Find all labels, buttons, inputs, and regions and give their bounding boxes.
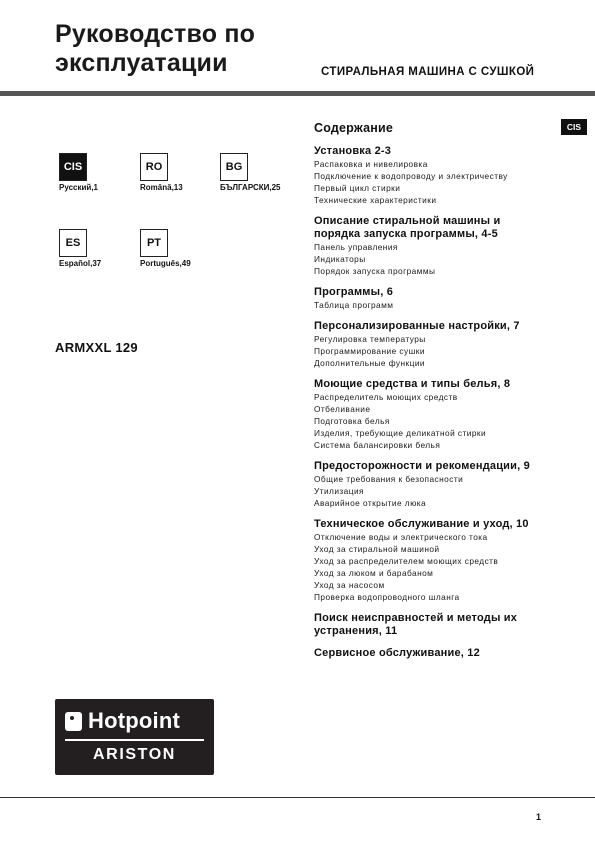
toc-section-title[interactable] (314, 286, 564, 299)
toc-item[interactable]: Утилизация (314, 486, 364, 496)
logo-brand-text: Hotpoint (88, 708, 181, 733)
title-line: эксплуатации (55, 49, 228, 77)
logo-divider (65, 739, 204, 741)
toc-section-title-line: Сервисное обслуживание, 12 (314, 647, 480, 659)
language-cis[interactable] (59, 153, 98, 192)
toc-section (314, 647, 564, 660)
language-code-box: CIS (59, 153, 87, 181)
toc-item[interactable]: Уход за насосом (314, 580, 385, 590)
toc-item[interactable]: Распаковка и нивелировка (314, 159, 428, 169)
toc-section-title[interactable] (314, 518, 564, 531)
toc-section (314, 215, 564, 277)
toc-section-title-line: Предосторожности и рекомендации, 9 (314, 460, 530, 472)
language-caption: Português,49 (140, 259, 191, 268)
footer-divider (0, 797, 595, 798)
toc-section-title[interactable] (314, 612, 564, 638)
toc-section-title[interactable] (314, 320, 564, 333)
toc-section-title[interactable] (314, 145, 564, 158)
toc-section-title-line: порядка запуска программы, 4-5 (314, 228, 498, 240)
toc-section-title-line: Техническое обслуживание и уход, 10 (314, 518, 529, 530)
toc-section-title-line: Установка 2-3 (314, 145, 392, 157)
toc-item[interactable]: Панель управления (314, 242, 398, 252)
toc-item[interactable]: Подключение к водопроводу и электричеству (314, 171, 508, 181)
model-number: ARMXXL 129 (55, 340, 138, 355)
language-code-box: BG (220, 153, 248, 181)
toc-item[interactable]: Аварийное открытие люка (314, 498, 427, 508)
toc-section-title[interactable] (314, 460, 564, 473)
toc-item[interactable]: Технические характеристики (314, 195, 437, 205)
toc-section-title[interactable] (314, 647, 564, 660)
toc-item[interactable]: Изделия, требующие деликатной стирки (314, 428, 487, 438)
language-pt[interactable] (140, 229, 191, 268)
toc-sections (314, 145, 564, 660)
language-caption: Русский,1 (59, 183, 98, 192)
toc-item[interactable]: Программирование сушки (314, 346, 425, 356)
toc-section-title-line: устранения, 11 (314, 625, 398, 637)
toc-item[interactable]: Уход за распределителем моющих средств (314, 556, 499, 566)
toc-item[interactable]: Отбеливание (314, 404, 371, 414)
toc-item[interactable]: Отключение воды и электрического тока (314, 532, 488, 542)
hotpoint-logo-icon (65, 712, 82, 731)
toc-section-title[interactable] (314, 215, 564, 241)
language-caption: Română,13 (140, 183, 183, 192)
language-caption: Español,37 (59, 259, 102, 268)
toc-item[interactable]: Подготовка белья (314, 416, 390, 426)
table-of-contents (314, 121, 564, 669)
toc-heading: Содержание (314, 121, 394, 135)
toc-section (314, 378, 564, 451)
language-code-box: RO (140, 153, 168, 181)
language-bg[interactable] (220, 153, 281, 192)
toc-item[interactable]: Общие требования к безопасности (314, 474, 464, 484)
toc-item[interactable]: Уход за стиральной машиной (314, 544, 440, 554)
toc-item[interactable]: Первый цикл стирки (314, 183, 401, 193)
logo-sub-text: ARISTON (93, 746, 176, 763)
toc-section-title-line: Моющие средства и типы белья, 8 (314, 378, 511, 390)
toc-section (314, 460, 564, 509)
toc-section-title-line: Программы, 6 (314, 286, 394, 298)
product-subtitle: СТИРАЛЬНАЯ МАШИНА С СУШКОЙ (321, 66, 535, 78)
title-line: Руководство по (55, 20, 256, 48)
language-caption: БЪЛГАРСКИ,25 (220, 183, 281, 192)
toc-section (314, 286, 564, 311)
language-tab-cis: CIS (561, 119, 587, 135)
page-title (55, 20, 255, 78)
toc-section (314, 612, 564, 638)
toc-section-title-line: Персонализированные настройки, 7 (314, 320, 520, 332)
toc-item[interactable]: Индикаторы (314, 254, 366, 264)
toc-section-title-line: Описание стиральной машины и (314, 215, 501, 227)
language-es[interactable] (59, 229, 101, 268)
brand-logo (55, 699, 214, 775)
toc-item[interactable]: Проверка водопроводного шланга (314, 592, 460, 602)
toc-item[interactable]: Дополнительные функции (314, 358, 425, 368)
toc-section (314, 145, 564, 206)
toc-item[interactable]: Регулировка температуры (314, 334, 426, 344)
toc-section-title-line: Поиск неисправностей и методы их (314, 612, 518, 624)
header-divider (0, 91, 595, 96)
toc-section (314, 518, 564, 603)
toc-item[interactable]: Таблица программ (314, 300, 394, 310)
language-ro[interactable] (140, 153, 183, 192)
toc-item[interactable]: Порядок запуска программы (314, 266, 436, 276)
language-code-box: ES (59, 229, 87, 257)
toc-section (314, 320, 564, 369)
toc-section-title[interactable] (314, 378, 564, 391)
toc-item[interactable]: Уход за люком и барабаном (314, 568, 434, 578)
toc-item[interactable]: Распределитель моющих средств (314, 392, 458, 402)
page-number: 1 (536, 812, 542, 822)
language-code-box: PT (140, 229, 168, 257)
toc-item[interactable]: Система балансировки белья (314, 440, 441, 450)
